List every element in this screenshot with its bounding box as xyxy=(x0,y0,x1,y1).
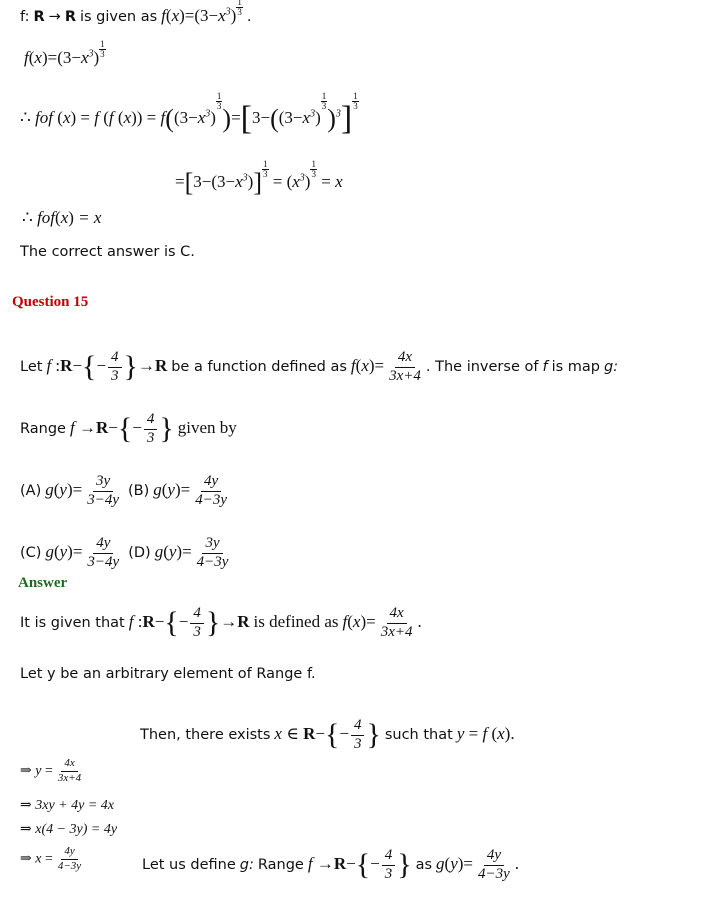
intro-set1: R xyxy=(33,9,45,25)
then-exists-line: Then, there exists x ∈ R−{− $\frac{4}{3}$ } such that y = f (x). xyxy=(140,717,515,752)
be-text: be a function defined as xyxy=(171,359,347,376)
then-text: Then, there exists xyxy=(140,727,271,744)
g-letter: g: xyxy=(603,359,619,376)
map-text: is map xyxy=(551,359,600,376)
step-2: ⇒ 3xy + 4y = 4x xyxy=(20,798,114,813)
formula-fof-expansion: ∴ fof (x) = f (f $(x)) = f((3-x^3)$ $\frac{1}{3}$ )$=[3-((3-x^3)$ $\frac{1}{3}$ )$^3$] $\frac{1}{3}$ xyxy=(20,91,358,137)
inverse-text: . The inverse of xyxy=(425,359,539,376)
answer-line1: It is given that f :R−{− $\frac{4}{3}$ }→R is defined as f(x)= $\frac{4x}{3x+4}$ . xyxy=(20,605,422,640)
question-heading: Question 15 xyxy=(12,294,89,310)
fof-label: fof xyxy=(37,208,56,227)
option-b-formula: g(y)= $\frac{4y}{4-3y}$ xyxy=(153,473,227,508)
such-that-text: such that xyxy=(384,727,453,744)
option-b-label: (B) xyxy=(127,483,150,500)
intro-end: . xyxy=(246,9,252,25)
given-that-text: It is given that xyxy=(20,615,125,632)
fof-eq: = x xyxy=(78,208,102,227)
option-c-formula: g(y)= $\frac{4y}{3-4y}$ xyxy=(45,535,120,570)
intro-arrow: → xyxy=(48,9,61,25)
options-row-ab xyxy=(20,474,232,509)
as-text: as xyxy=(415,857,433,874)
given-by-text: given by xyxy=(177,418,237,438)
therefore-symbol: ∴ xyxy=(22,208,33,227)
f-letter: f xyxy=(542,359,548,376)
option-a-formula: g(y)= $\frac{3y}{3-4y}$ xyxy=(45,473,119,508)
define-g-line: Let us define g: Range f →R−{− $\frac{4}{3}$ } as g(y)= $\frac{4y}{4-3y}$ . xyxy=(142,847,520,882)
options-row-cd xyxy=(20,536,233,571)
arbitrary-element-text: Let y be an arbitrary element of Range f. xyxy=(20,666,316,682)
step-4: ⇒ x = $\frac{4y}{4-3y}$ xyxy=(20,845,82,872)
intro-formula: $f(x)=(3-x^3)$ $\frac{1}{3}$ xyxy=(161,0,242,25)
formula-conclusion: ∴ fof(x) = x xyxy=(22,208,102,227)
step-3: ⇒ x(4 − 3y) = 4y xyxy=(20,822,118,837)
define-g: g: xyxy=(239,857,254,874)
option-d-label: (D) xyxy=(128,545,151,562)
step-1: ⇒ y = $\frac{4x}{3x+4}$ xyxy=(20,757,82,784)
intro-label: f: xyxy=(20,9,30,25)
question-statement: Let f :R−{− $\frac{4}{3}$ }→R be a function defined as f(x)= $\frac{4x}{3x+4}$ . The inverse of f is map g: xyxy=(20,349,619,384)
range-text: Range xyxy=(20,421,66,438)
let-text: Let xyxy=(20,359,43,376)
define-text: Let us define xyxy=(142,857,236,874)
intro-line xyxy=(20,0,252,26)
range-line: Range f →R−{− $\frac{4}{3}$ } given by xyxy=(20,411,237,446)
answer-heading: Answer xyxy=(18,575,68,591)
correct-answer-text: The correct answer is C. xyxy=(20,244,195,260)
option-d-formula: g(y)= $\frac{3y}{4-3y}$ xyxy=(154,535,229,570)
option-a-label: (A) xyxy=(20,483,42,500)
option-c-label: (C) xyxy=(20,545,42,562)
formula-fof-simplify: $=[3-(3-x^3)]$ $\frac{1}{3}$ = $(x^3)$ $\frac{1}{3}$ = x xyxy=(175,159,343,197)
defined-as-text: is defined as xyxy=(253,612,339,632)
formula-f: $f(x)=(3-x^3)$ $\frac{1}{3}$ xyxy=(24,39,105,67)
define-range: Range xyxy=(257,857,304,874)
intro-set2: R xyxy=(64,9,76,25)
intro-text: is given as xyxy=(79,9,158,25)
